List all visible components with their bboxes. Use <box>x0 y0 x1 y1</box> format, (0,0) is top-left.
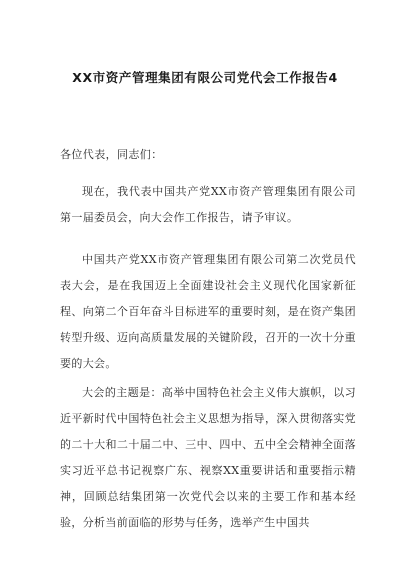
paragraph-2: 中国共产党XX市资产管理集团有限公司第二次党员代表大会，是在我国迈上全面建设社会主义现代化国家新征程、向第二个百年奋斗目标进军的重要时刻，是在资产集团转型升级、迈向高质量发展的关键阶段，召开的一次十分重要的大会。 <box>60 253 356 370</box>
paragraph-3: 大会的主题是：高举中国特色社会主义伟大旗帜，以习近平新时代中国特色社会主义思想为指导，深入贯彻落实党的二十大和二十届二中、三中、四中、五中全会精神全面落实习近平总书记视察广东、视察XX重要讲话和重要指示精神，回顾总结集团第一次党代会以来的主要工作和基本经验，分析当前面临的形势与任务，选举产生中国共 <box>60 386 356 529</box>
paragraph-1: 现在，我代表中国共产党XX市资产管理集团有限公司第一届委员会，向大会作工作报告，请予审议。 <box>60 185 356 224</box>
salutation: 各位代表，同志们： <box>60 148 163 161</box>
document-title: XX市资产管理集团有限公司党代会工作报告4 <box>72 70 338 85</box>
